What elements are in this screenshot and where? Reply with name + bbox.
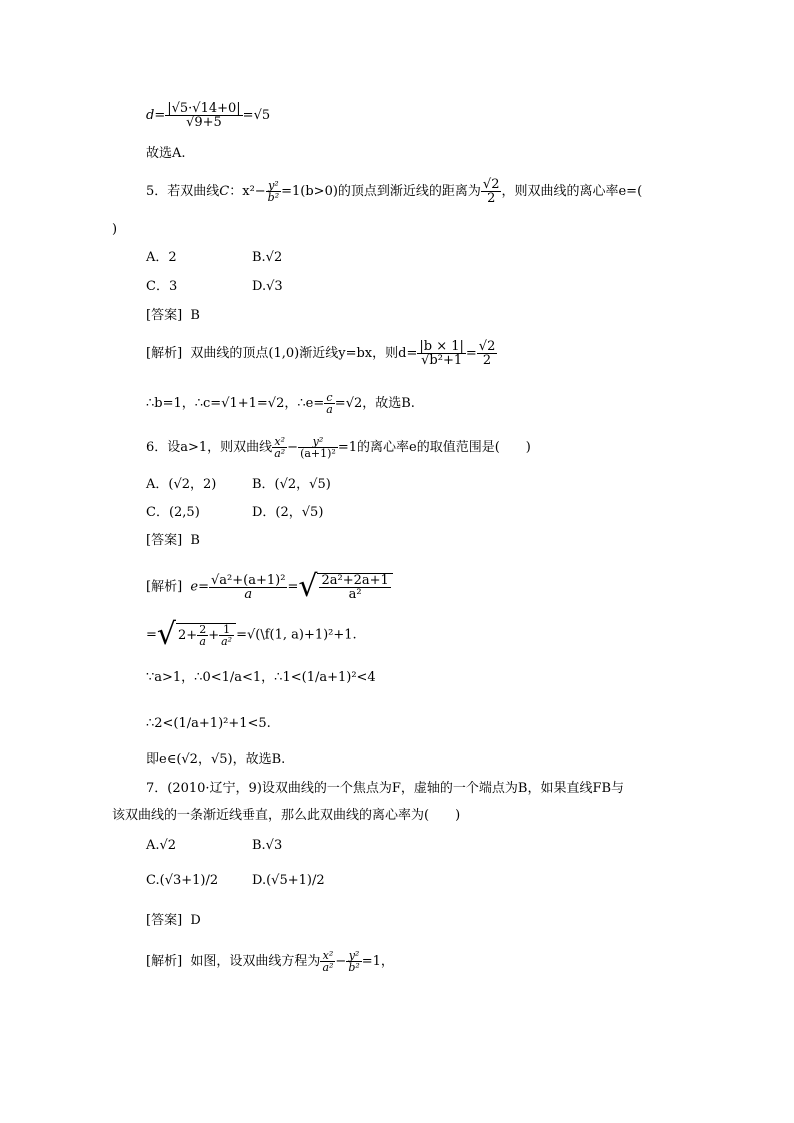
equals-sign: = <box>146 627 157 643</box>
fraction-numerator: 2 <box>199 623 207 636</box>
fraction-denominator: a <box>326 403 333 416</box>
q5-analysis-line <box>146 340 497 367</box>
q7-answer-line <box>146 913 201 929</box>
analysis-fraction-1 <box>209 574 287 601</box>
distance-fraction <box>165 102 242 129</box>
radical-expression <box>298 569 392 604</box>
analysis-label: [解析] <box>146 954 183 969</box>
fraction-denominator: a <box>209 587 287 601</box>
q7-option-a: A.√2 <box>146 838 177 853</box>
e-label: e= <box>190 579 210 595</box>
q5-option-a: A．2 <box>146 250 177 265</box>
q6-analysis-line-1 <box>146 569 393 604</box>
q6-answer-line <box>146 533 200 549</box>
analysis-label: [解析] <box>146 346 183 361</box>
q6-analysis-line-3: ∵a>1，∴0<1/a<1，∴1<(1/a+1)²<4 <box>146 670 376 685</box>
fraction-denominator: a² <box>221 635 233 648</box>
plus-sign: + <box>208 628 220 643</box>
q5-analysis-line-2 <box>146 392 415 415</box>
fraction-numerator: y² <box>268 179 279 192</box>
y2-over-b2 <box>346 950 361 973</box>
stem-end: ，则双曲线的离心率e=( <box>501 184 643 199</box>
answer-value: D <box>190 913 201 928</box>
fraction-denominator: √b²+1 <box>417 353 466 367</box>
analysis-text-end: =√2，故选B. <box>334 396 415 411</box>
q7-analysis-line <box>146 950 394 973</box>
q7-option-c: C.(√3+1)/2 <box>146 873 219 888</box>
radical-remainder: =√(\f(1, a)+1)²+1. <box>236 627 357 643</box>
q5-option-d: D.√3 <box>252 279 283 294</box>
answer-label: [答案] <box>146 913 183 928</box>
analysis-fraction-2 <box>319 574 390 601</box>
y2-over-b2 <box>266 180 281 203</box>
y2-over-a-plus-1-squared <box>298 436 338 459</box>
answer-value: B <box>190 533 200 548</box>
x2-over-a2 <box>320 950 335 973</box>
fraction-numerator: y² <box>348 949 360 962</box>
x2-over-a2 <box>272 436 287 459</box>
curve-name: C <box>219 184 230 199</box>
q6-option-d: D．(2，√5) <box>252 505 324 520</box>
fraction-numerator: x² <box>322 949 334 962</box>
equals-sign: = <box>287 579 299 595</box>
q7-option-d: D.(√5+1)/2 <box>252 873 325 888</box>
fraction-denominator: a <box>197 635 208 647</box>
fraction-numerator: y² <box>312 435 324 448</box>
analysis-label: [解析] <box>146 579 183 595</box>
distance-result: =√5 <box>242 108 271 123</box>
one-over-a2 <box>219 624 234 647</box>
fraction-numerator: √2 <box>478 339 496 354</box>
minus-sign: − <box>335 954 347 969</box>
radical-expression <box>156 617 236 652</box>
question-7-stem-2: 该双曲线的一条渐近线垂直，那么此双曲线的离心率为( ) <box>112 808 461 823</box>
radical-sign: √ <box>298 569 318 604</box>
answer-label: [答案] <box>146 308 183 323</box>
minus-sign: − <box>287 440 299 455</box>
conclusion-line: 故选A. <box>146 146 186 161</box>
stem-prefix: 5．若双曲线 <box>146 184 220 199</box>
fraction-numerator: x² <box>274 435 285 448</box>
stem-mid: ：x²− <box>229 184 266 199</box>
equals-sign: = <box>465 346 477 361</box>
analysis-text: 如图，设双曲线方程为 <box>190 954 321 969</box>
fraction-numerator: c <box>326 391 333 404</box>
fraction-denominator: b² <box>267 191 280 204</box>
q6-option-a: A．(√2，2) <box>146 477 217 492</box>
analysis-fraction <box>417 340 466 367</box>
stem-prefix: 6．设a>1，则双曲线 <box>146 440 273 455</box>
analysis-text: 双曲线的顶点(1,0)渐近线y=bx，则d= <box>190 346 418 361</box>
distance-value-fraction <box>481 178 502 205</box>
question-7-stem-1: 7．(2010·辽宁，9)设双曲线的一个焦点为F，虚轴的一个端点为B，如果直线FB与 <box>146 781 625 796</box>
d-label: d <box>146 108 155 123</box>
c-over-a <box>324 392 335 415</box>
fraction-denominator: a² <box>322 961 334 974</box>
fraction-denominator: √9+5 <box>165 115 242 129</box>
fraction-numerator: |b × 1| <box>419 339 464 354</box>
answer-label: [答案] <box>146 533 183 548</box>
equals-sign: = <box>154 108 166 123</box>
q6-option-c: C．(2,5) <box>146 505 200 520</box>
answer-value: B <box>190 308 200 323</box>
analysis-result-fraction <box>477 340 498 367</box>
two-over-a <box>197 624 208 647</box>
analysis-text: ∴b=1，∴c=√1+1=√2，∴e= <box>146 396 325 411</box>
fraction-numerator: 2a²+2a+1 <box>321 573 389 588</box>
radical-sign: √ <box>156 617 177 652</box>
q6-option-b: B．(√2，√5) <box>252 477 331 492</box>
q5-option-c: C．3 <box>146 279 178 294</box>
stem-paren-close: ) <box>112 222 118 237</box>
analysis-text-end: =1， <box>361 954 394 969</box>
fraction-numerator: √2 <box>482 177 500 192</box>
fraction-denominator: 2 <box>481 191 502 205</box>
stem-condition: =1(b>0)的顶点到渐近线的距离为 <box>281 184 481 199</box>
fraction-denominator: a² <box>319 587 390 601</box>
fraction-numerator: √a²+(a+1)² <box>211 572 286 588</box>
stem-end: =1的离心率e的取值范围是( ) <box>337 440 531 455</box>
fraction-numerator: 1 <box>223 623 231 636</box>
distance-formula <box>146 102 270 129</box>
fraction-denominator: (a+1)² <box>300 447 336 460</box>
question-5-stem <box>146 178 642 205</box>
fraction-denominator: 2 <box>477 353 498 367</box>
q6-analysis-line-4: ∴2<(1/a+1)²+1<5. <box>146 716 271 731</box>
fraction-denominator: b² <box>348 961 360 974</box>
q7-option-b: B.√3 <box>252 838 283 853</box>
fraction-denominator: a² <box>274 447 286 460</box>
q6-analysis-line-5: 即e∈(√2，√5)，故选B. <box>146 752 286 767</box>
question-6-stem <box>146 436 531 459</box>
q6-analysis-line-2 <box>146 617 357 652</box>
radicand-text: 2+ <box>178 628 198 643</box>
q5-option-b: B.√2 <box>252 250 283 265</box>
fraction-numerator: |√5·√14+0| <box>167 101 241 116</box>
q5-answer-line <box>146 308 200 324</box>
